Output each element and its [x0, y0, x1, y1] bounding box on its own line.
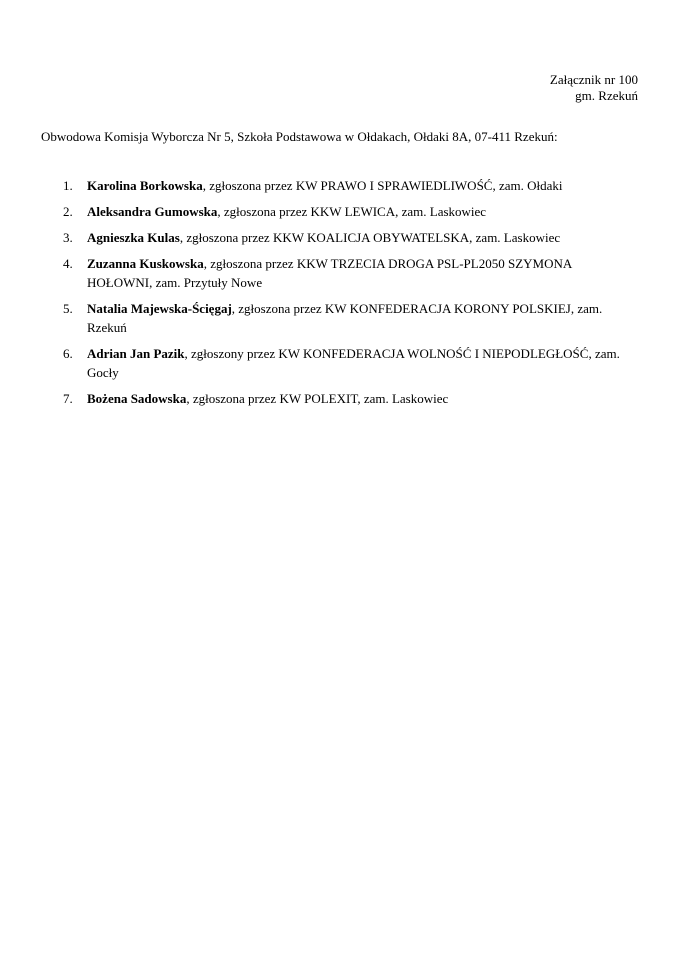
item-text [87, 176, 641, 195]
item-text [87, 202, 641, 221]
item-number: 6. [63, 346, 73, 361]
item-number: 4. [63, 256, 73, 271]
list-item [41, 176, 641, 195]
item-text [87, 389, 641, 408]
member-name: Aleksandra Gumowska [87, 204, 218, 219]
member-details: , zgłoszona przez KW POLEXIT, zam. Laskowiec [186, 391, 449, 406]
item-number: 1. [63, 178, 73, 193]
attachment-number: Załącznik nr 100 [549, 72, 638, 87]
members-list [41, 176, 641, 415]
item-text [87, 344, 641, 382]
item-text [87, 299, 641, 337]
member-details: , zgłoszona przez KKW TRZECIA DROGA PSL-PL2050 SZYMONA HOŁOWNI, zam. Przytuły Nowe [87, 256, 572, 290]
list-item [41, 202, 641, 221]
member-details: , zgłoszona przez KW PRAWO I SPRAWIEDLIWOŚĆ, zam. Ołdaki [202, 178, 563, 193]
list-item [41, 344, 641, 382]
item-text [87, 228, 641, 247]
item-number: 5. [63, 301, 73, 316]
member-name: Zuzanna Kuskowska [87, 256, 204, 271]
member-details: , zgłoszona przez KW KONFEDERACJA KORONY POLSKIEJ, zam. Rzekuń [87, 301, 603, 335]
member-details: , zgłoszony przez KW KONFEDERACJA WOLNOŚĆ I NIEPODLEGŁOŚĆ, zam. Gocły [87, 346, 620, 380]
list-item [41, 228, 641, 247]
list-item [41, 254, 641, 292]
member-name: Agnieszka Kulas [87, 230, 180, 245]
member-name: Adrian Jan Pazik [87, 346, 185, 361]
item-text [87, 254, 641, 292]
member-name: Natalia Majewska-Ścięgaj [87, 301, 232, 316]
item-number: 2. [63, 204, 73, 219]
item-number: 7. [63, 391, 73, 406]
member-name: Bożena Sadowska [87, 391, 187, 406]
list-item [41, 299, 641, 337]
item-number: 3. [63, 230, 73, 245]
member-details: , zgłoszona przez KKW LEWICA, zam. Laskowiec [217, 204, 487, 219]
attachment-header [550, 72, 638, 104]
municipality: gm. Rzekuń [575, 88, 638, 103]
committee-line: Obwodowa Komisja Wyborcza Nr 5, Szkoła Podstawowa w Ołdakach, Ołdaki 8A, 07-411 Rzekuń: [41, 129, 558, 144]
member-name: Karolina Borkowska [87, 178, 203, 193]
member-details: , zgłoszona przez KKW KOALICJA OBYWATELSKA, zam. Laskowiec [179, 230, 561, 245]
list-item [41, 389, 641, 408]
